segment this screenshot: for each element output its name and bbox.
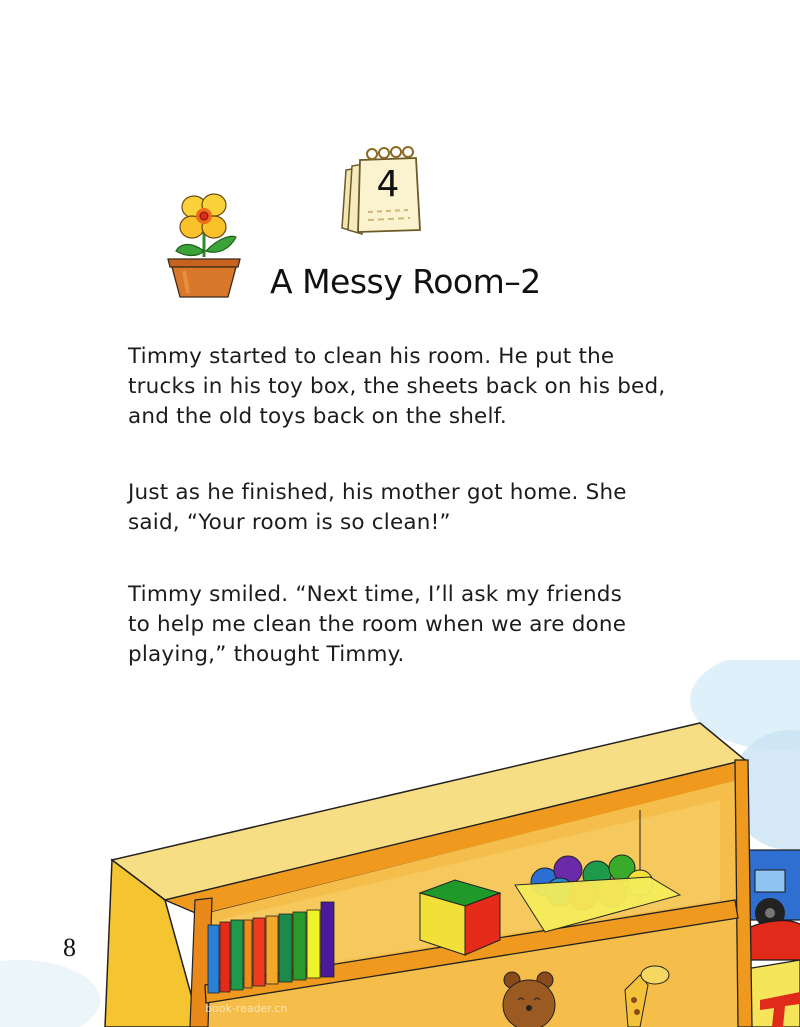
flower-pot-icon	[164, 185, 244, 300]
text-line: playing,” thought Timmy.	[128, 642, 405, 667]
teddy-bear	[503, 972, 555, 1027]
chapter-number: 4	[376, 164, 400, 205]
text-line: to help me clean the room when we are done	[128, 612, 627, 637]
rubiks-cube	[420, 880, 500, 955]
paragraph-1	[128, 342, 708, 432]
page-number: 8	[63, 933, 76, 962]
text-line: and the old toys back on the shelf.	[128, 404, 507, 429]
watermark: book-reader.cn	[205, 1002, 288, 1015]
text-line: trucks in his toy box, the sheets back on his bed,	[128, 374, 666, 399]
paragraph-3	[128, 580, 708, 670]
paragraph-2	[128, 478, 708, 538]
page-title: A Messy Room–2	[270, 262, 541, 301]
bookshelf-illustration	[0, 660, 800, 1027]
toy-truck	[745, 850, 800, 960]
text-line: Timmy started to clean his room. He put the	[128, 344, 615, 369]
text-line: Timmy smiled. “Next time, I’ll ask my friends	[128, 582, 623, 607]
text-line: said, “Your room is so clean!”	[128, 510, 451, 535]
text-line: Just as he finished, his mother got home. She	[128, 480, 627, 505]
